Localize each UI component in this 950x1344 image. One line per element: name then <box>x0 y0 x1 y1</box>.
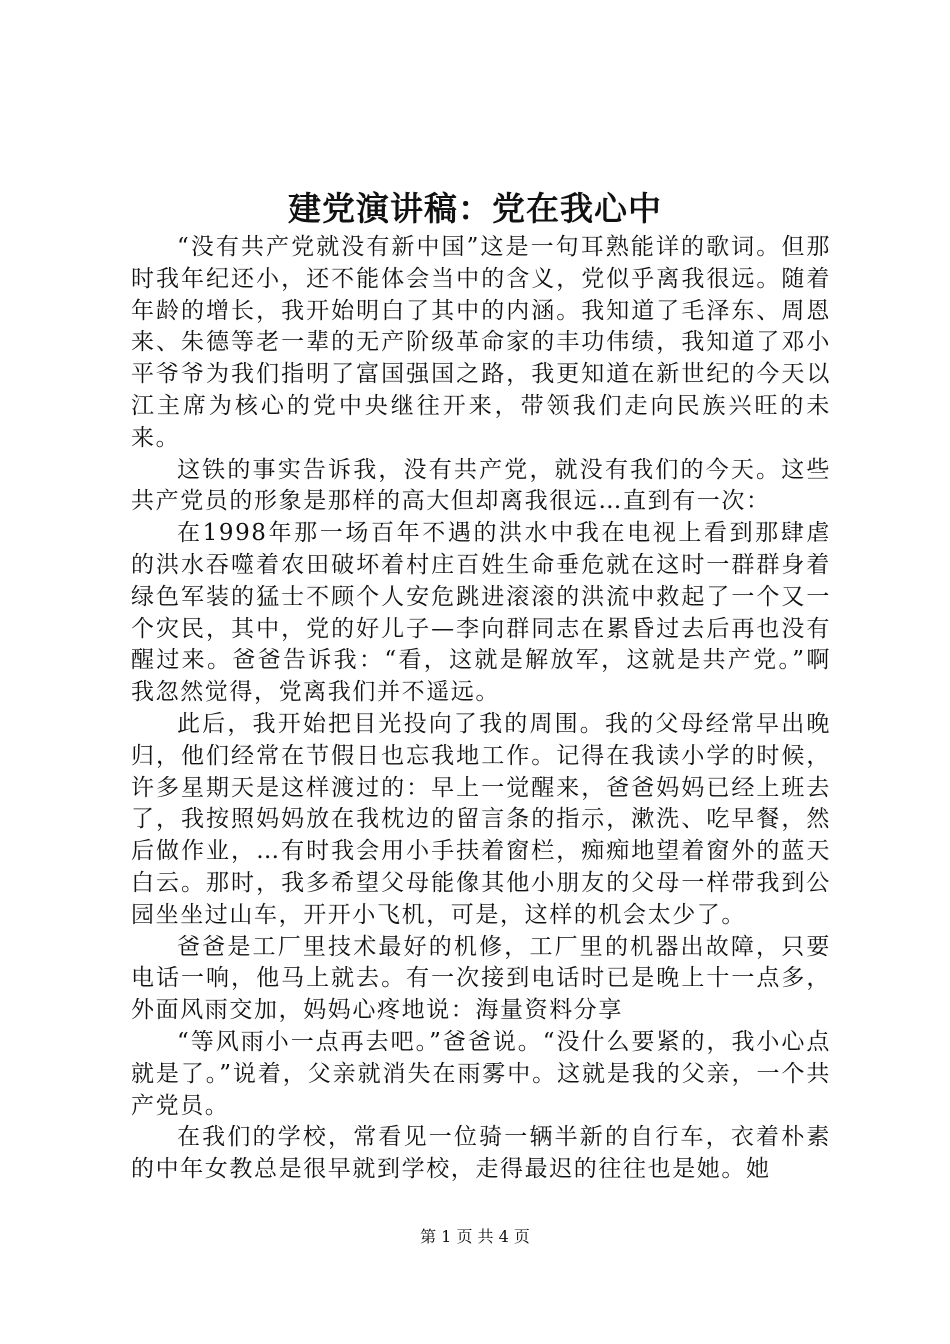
paragraph-6: “等风雨小一点再去吧。”爸爸说。“没什么要紧的，我小心点就是了。”说着，父亲就消失在雨雾中。这就是我的父亲，一个共产党员。 <box>131 1028 831 1119</box>
paragraph-1: “没有共产党就没有新中国”这是一句耳熟能详的歌词。但那时我年纪还小，还不能体会当中的含义，党似乎离我很远。随着年龄的增长，我开始明白了其中的内涵。我知道了毛泽东、周恩来、朱德等老一辈的无产阶级革命家的丰功伟绩，我知道了邓小平爷爷为我们指明了富国强国之路，我更知道在新世纪的今天以江主席为核心的党中央继往开来，带领我们走向民族兴旺的未来。 <box>131 234 831 451</box>
paragraph-4: 此后，我开始把目光投向了我的周围。我的父母经常早出晚归，他们经常在节假日也忘我地工作。记得在我读小学的时候，许多星期天是这样渡过的：早上一觉醒来，爸爸妈妈已经上班去了，我按照妈妈放在我枕边的留言条的指示，漱洗、吃早餐，然后做作业，…有时我会用小手扶着窗栏，痴痴地望着窗外的蓝天白云。那时，我多希望父母能像其他小朋友的父母一样带我到公园坐坐过山车，开开小飞机，可是，这样的机会太少了。 <box>131 710 831 928</box>
page-number-footer: 第 1 页 共 4 页 <box>420 1227 530 1246</box>
document-title: 建党演讲稿：党在我心中 <box>288 189 662 228</box>
document-body <box>131 232 831 1186</box>
paragraph-3: 在1998年那一场百年不遇的洪水中我在电视上看到那肆虐的洪水吞噬着农田破坏着村庄百姓生命垂危就在这时一群群身着绿色军装的猛士不顾个人安危跳进滚滚的洪流中救起了一个又一个灾民，其中，党的好儿子—李向群同志在累昏过去后再也没有醒过来。爸爸告诉我：“看，这就是解放军，这就是共产党。”啊我忽然觉得，党离我们并不遥远。 <box>131 520 831 706</box>
paragraph-2: 这铁的事实告诉我，没有共产党，就没有我们的今天。这些共产党员的形象是那样的高大但却离我很远…直到有一次： <box>131 456 831 515</box>
paragraph-7: 在我们的学校，常看见一位骑一辆半新的自行车，衣着朴素的中年女教总是很早就到学校，走得最迟的往往也是她。她 <box>131 1124 831 1183</box>
paragraph-5: 爸爸是工厂里技术最好的机修，工厂里的机器出故障，只要电话一响，他马上就去。有一次接到电话时已是晚上十一点多，外面风雨交加，妈妈心疼地说：海量资料分享 <box>131 933 831 1024</box>
